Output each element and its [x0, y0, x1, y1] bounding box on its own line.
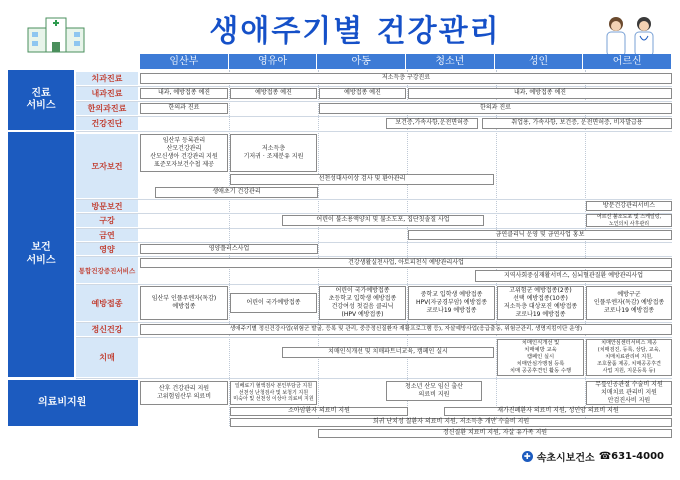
box-dementia-awareness: 치매인식개선 및 치매파트너교육, 캠페인 실시	[282, 347, 494, 358]
box-vac-senior: 예방구군 인플루엔자(독감) 예방접종 코로나19 예방접종	[586, 286, 672, 320]
box-med-newborn: 일베료기 혈액검사 본인부담금 지원 선천성 난청검사 및 보청기 지원 미숙아 및 선천성 이상아 의료비 지원	[230, 381, 317, 405]
sub-dementia: 치매	[76, 338, 138, 377]
box-med-postpartum: 산후 건강관리 지원 고위험임산부 의료비	[140, 381, 228, 405]
row-separator	[76, 199, 672, 200]
box-med-rare-disease: 희귀 난치성 질환자 의료비 지원, 저소득층 개안 수술비 지원	[230, 418, 672, 427]
box-oral-senior: 어르신 불소도포 및 스케일링, 노인의치 사후관리	[586, 214, 672, 227]
box-vac-pregnant: 임산부 인플루엔자(독감) 예방접종	[140, 286, 228, 320]
sub-internal: 내과진료	[76, 87, 138, 100]
box-nutrition: 영양플러스사업	[140, 244, 318, 254]
box-checkup-teen: 보건증,가속사항,운전면허증	[386, 118, 478, 129]
stage-infant: 영유아	[229, 54, 318, 69]
row-separator	[76, 242, 672, 243]
box-med-child-cancer: 소아암환자 의료비 지원	[230, 407, 408, 416]
sub-oral: 구강	[76, 214, 138, 227]
box-mch-pregnant: 임산부 등록관리 산모건강관리 산모신생아 건강관리 지원 표준모자보건수첩 제공	[140, 134, 228, 172]
box-integrated-healthy-living: 건강생활실천사업, 아토피천식 예방관리사업	[140, 258, 672, 268]
box-vac-adult: 고위험군 예방접종(2종) 선택 예방접종(10종) 저소득층 대상포진 예방접종 코로나19 예방접종	[497, 286, 584, 320]
row-separator	[76, 284, 672, 285]
row-separator	[76, 322, 672, 323]
category-health-services: 보건 서비스	[8, 132, 74, 377]
hospital-icon	[26, 14, 86, 54]
sub-checkup: 건강진단	[76, 117, 138, 130]
box-smoking: 금연클리닉 운영 및 금연사업 홍보	[408, 230, 672, 240]
box-internal-pregnant: 내과, 예방접종 예진	[140, 88, 228, 99]
box-med-adult-cancer: 재가진폐환자 의료비 지원, 성인암 의료비 지원	[444, 407, 672, 416]
footer-contact	[522, 449, 664, 464]
sub-mental: 정신건강	[76, 323, 138, 336]
stage-pregnant: 임산부	[140, 54, 229, 69]
sub-dental: 치과진료	[76, 72, 138, 85]
health-center-icon: ✚	[522, 451, 533, 462]
page-title: 생애주기별 건강관리	[209, 14, 501, 49]
footer-phone: ☎631-4000	[598, 451, 664, 462]
row-separator	[76, 337, 672, 338]
stage-teen: 청소년	[406, 54, 495, 69]
box-dental-lowincome: 저소득층 구강진료	[140, 73, 672, 84]
box-mch-diapers: 저소득층 기저귀 · 조제분유 지원	[230, 134, 317, 172]
medical-staff-icon	[596, 14, 666, 58]
box-oriental-child-senior: 한의과 진료	[319, 103, 672, 114]
box-visit-care: 방문건강관리서비스	[586, 201, 672, 211]
box-med-senior: 무릎인공관절 수술비 지원 치매치료 관리비 지원 안검진사비 지원	[586, 381, 672, 405]
sub-vaccination: 예방접종	[76, 285, 138, 321]
category-clinic-services: 진료 서비스	[8, 70, 74, 130]
box-internal-infant: 예방접종 예진	[230, 88, 317, 99]
box-checkup-adult: 취업용, 가속사항, 보건증, 운전면허증, 비자발급용	[482, 118, 672, 129]
row-separator	[76, 228, 672, 229]
box-vac-teen: 중학교 입학생 예방접종 HPV(자궁경부암) 예방접종 코로나19 예방접종	[408, 286, 495, 320]
row-separator	[76, 378, 672, 379]
sub-maternal-child: 모자보건	[76, 134, 138, 198]
row-separator	[76, 86, 672, 87]
life-stage-header	[140, 54, 672, 69]
box-vac-child: 어린이 국가예방접종 초등학교 입학생 예방접종 건강여성 첫걸음 클리닉 (HPV 예방접종)	[319, 286, 406, 320]
box-mch-metabolic: 선천성대사이상 검사 및 환아관리	[230, 174, 494, 185]
row-separator	[76, 101, 672, 102]
sub-oriental: 한의과진료	[76, 102, 138, 115]
sub-smoking: 금연	[76, 229, 138, 241]
column-divider	[318, 70, 319, 426]
box-internal-teen-senior: 내과, 예방접종 예진	[408, 88, 672, 99]
row-separator	[76, 131, 672, 132]
category-medical-support: 의료비지원	[8, 380, 138, 426]
box-dementia-center: 치매안심센터서비스 제공 (치매검진, 등록, 상담, 교육, 치매치료관리비 지원, 조호물품 제공, 치매공공후견 사업 지원, 지문등록 등)	[586, 339, 672, 376]
stage-child: 아동	[317, 54, 406, 69]
box-med-teen-mother: 청소년 산모 임신 출산 의료비 지원	[386, 381, 482, 401]
footer-org: 속초시보건소	[536, 453, 595, 464]
box-mch-early-life: 생애초기 건강관리	[155, 187, 318, 198]
box-vac-infant: 어린이 국가예방접종	[230, 293, 317, 313]
box-med-mental-illness: 정신질환 치료비 지원, 자살 유가족 지원	[318, 429, 672, 438]
row-separator	[76, 116, 672, 117]
sub-visit: 방문보건	[76, 200, 138, 212]
box-oriental-pregnant: 한의과 진료	[140, 103, 228, 114]
sub-integrated: 통합건강증진서비스	[76, 257, 138, 283]
box-internal-child: 예방접종 예진	[319, 88, 406, 99]
row-separator	[76, 256, 672, 257]
stage-senior: 어르신	[583, 54, 672, 69]
stage-adult: 성인	[495, 54, 584, 69]
row-separator	[76, 213, 672, 214]
box-integrated-rehab: 지역사회중심재활서비스, 심뇌혈관질환 예방관리사업	[475, 270, 672, 282]
box-oral-child: 어린이 불소용액양치 및 불소도포, 집단칫솔질 사업	[282, 215, 484, 226]
sub-nutrition: 영양	[76, 243, 138, 255]
box-mental-health: 생애주기별 정신건강사업(위험군 발굴, 등록 및 관리, 중증정신질환자 재활프로그램 등), 자살예방사업(응급출동, 위험군관리, 생명지킴이단 운영)	[140, 324, 672, 335]
box-dementia-education: 치매인식개선 및 치매예방 교육 캠페인 실시 치매안심가맹점 등록 치매 공공후견인 활동 수행	[497, 339, 584, 376]
